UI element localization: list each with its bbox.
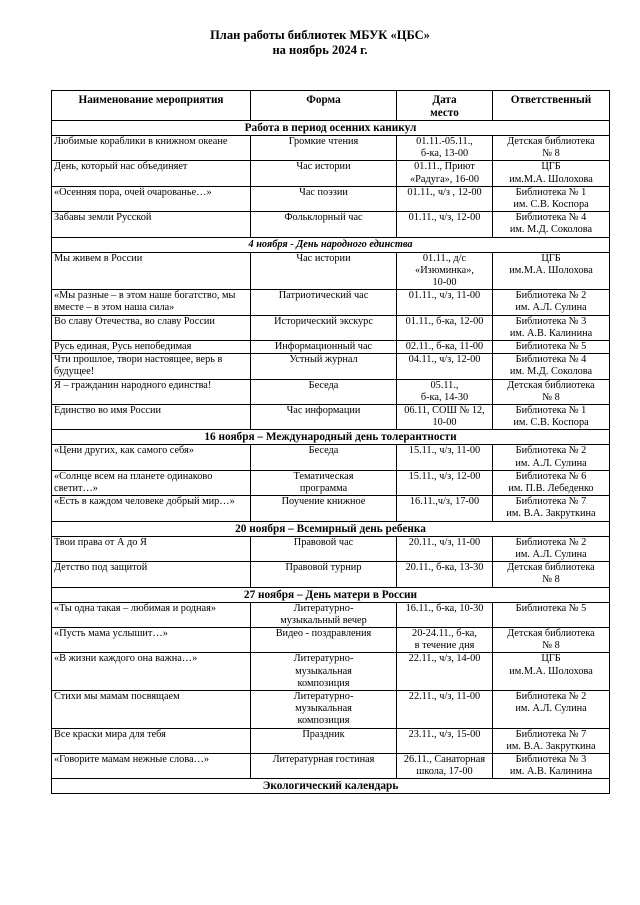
event-name-cell: Мы живем в России: [52, 252, 251, 290]
event-date-place-cell: 01.11., б-ка, 12-00: [397, 315, 493, 340]
section-title: Экологический календарь: [52, 779, 610, 794]
table-row: [52, 562, 610, 587]
event-form-cell: Беседа: [251, 445, 397, 470]
event-responsible-cell: Библиотека № 5: [493, 341, 610, 354]
event-form-cell: Час истории: [251, 161, 397, 186]
event-name-cell: «Осенняя пора, очей очарованье…»: [52, 186, 251, 211]
event-form-cell: Час поэзии: [251, 186, 397, 211]
event-form-cell: Час истории: [251, 252, 397, 290]
event-date-place-cell: 01.11., Приют «Радуга», 16-00: [397, 161, 493, 186]
event-form-cell: Видео - поздравления: [251, 627, 397, 652]
section-header-row: [52, 521, 610, 536]
table-row: [52, 496, 610, 521]
table-row: [52, 290, 610, 315]
title-line-1: План работы библиотек МБУК «ЦБС»: [210, 28, 430, 42]
event-form-cell: Тематическая программа: [251, 470, 397, 495]
event-responsible-cell: Библиотека № 4 им. М.Д. Соколова: [493, 354, 610, 379]
table-row: [52, 212, 610, 237]
event-responsible-cell: Библиотека № 1 им. С.В. Коспора: [493, 405, 610, 430]
event-date-place-cell: 22.11., ч/з, 14-00: [397, 653, 493, 691]
event-name-cell: Забавы земли Русской: [52, 212, 251, 237]
event-name-cell: Твои права от А до Я: [52, 536, 251, 561]
header-responsible: Ответственный: [493, 91, 610, 121]
event-date-place-cell: 01.11., ч/з, 11-00: [397, 290, 493, 315]
event-name-cell: «Ты одна такая – любимая и родная»: [52, 602, 251, 627]
header-form: Форма: [251, 91, 397, 121]
event-responsible-cell: Библиотека № 3 им. А.В. Калинина: [493, 315, 610, 340]
event-date-place-cell: 22.11., ч/з, 11-00: [397, 690, 493, 728]
section-title: 27 ноября – День матери в России: [52, 587, 610, 602]
table-row: [52, 470, 610, 495]
event-name-cell: Во славу Отечества, во славу России: [52, 315, 251, 340]
event-date-place-cell: 16.11.,ч/з, 17-00: [397, 496, 493, 521]
event-name-cell: День, который нас объединяет: [52, 161, 251, 186]
document-title: [0, 28, 640, 58]
event-name-cell: Русь единая, Русь непобедимая: [52, 341, 251, 354]
section-title: 4 ноября - День народного единства: [52, 237, 610, 252]
event-responsible-cell: Библиотека № 5: [493, 602, 610, 627]
event-name-cell: «В жизни каждого она важна…»: [52, 653, 251, 691]
event-responsible-cell: Детская библиотека № 8: [493, 562, 610, 587]
event-form-cell: Литературно- музыкальная композиция: [251, 690, 397, 728]
table-row: [52, 728, 610, 753]
table-row: [52, 690, 610, 728]
event-name-cell: Детство под защитой: [52, 562, 251, 587]
section-header-row: [52, 587, 610, 602]
event-responsible-cell: Библиотека № 1 им. С.В. Коспора: [493, 186, 610, 211]
table-row: [52, 186, 610, 211]
event-date-place-cell: 01.11.-05.11., б-ка, 13-00: [397, 136, 493, 161]
table-row: [52, 341, 610, 354]
event-name-cell: Единство во имя России: [52, 405, 251, 430]
event-responsible-cell: Библиотека № 4 им. М.Д. Соколова: [493, 212, 610, 237]
table-row: [52, 405, 610, 430]
table-row: [52, 379, 610, 404]
section-title: Работа в период осенних каникул: [52, 121, 610, 136]
table-row: [52, 354, 610, 379]
table-row: [52, 161, 610, 186]
event-name-cell: «Пусть мама услышит…»: [52, 627, 251, 652]
event-date-place-cell: 01.11., ч/з , 12-00: [397, 186, 493, 211]
header-date-place: Дата место: [397, 91, 493, 121]
table-row: [52, 315, 610, 340]
event-responsible-cell: Библиотека № 3 им. А.В. Калинина: [493, 753, 610, 778]
section-title: 16 ноября – Международный день толерантности: [52, 430, 610, 445]
event-name-cell: «Цени других, как самого себя»: [52, 445, 251, 470]
events-plan-table: [51, 90, 610, 794]
table-header-row: [52, 91, 610, 121]
event-responsible-cell: Библиотека № 2 им. А.Л. Сулина: [493, 536, 610, 561]
event-responsible-cell: Детская библиотека № 8: [493, 379, 610, 404]
section-header-row: [52, 430, 610, 445]
table-row: [52, 627, 610, 652]
event-form-cell: Правовой турнир: [251, 562, 397, 587]
event-responsible-cell: Библиотека № 2 им. А.Л. Сулина: [493, 290, 610, 315]
event-date-place-cell: 26.11., Санаторная школа, 17-00: [397, 753, 493, 778]
event-name-cell: Я – гражданин народного единства!: [52, 379, 251, 404]
event-responsible-cell: ЦГБ им.М.А. Шолохова: [493, 653, 610, 691]
section-header-row: [52, 237, 610, 252]
event-form-cell: Час информации: [251, 405, 397, 430]
event-date-place-cell: 15.11., ч/з, 12-00: [397, 470, 493, 495]
event-form-cell: Патриотический час: [251, 290, 397, 315]
event-name-cell: «Солнце всем на планете одинаково светит…»: [52, 470, 251, 495]
event-responsible-cell: Библиотека № 6 им. П.В. Лебеденко: [493, 470, 610, 495]
event-form-cell: Литературно- музыкальный вечер: [251, 602, 397, 627]
event-date-place-cell: 05.11., б-ка, 14-30: [397, 379, 493, 404]
event-name-cell: Все краски мира для тебя: [52, 728, 251, 753]
table-row: [52, 136, 610, 161]
event-name-cell: «Говорите мамам нежные слова…»: [52, 753, 251, 778]
event-responsible-cell: Библиотека № 7 им. В.А. Закруткина: [493, 728, 610, 753]
table-row: [52, 653, 610, 691]
event-date-place-cell: 01.11., д/с «Изюминка», 10-00: [397, 252, 493, 290]
section-title: 20 ноября – Всемирный день ребенка: [52, 521, 610, 536]
event-date-place-cell: 16.11., б-ка, 10-30: [397, 602, 493, 627]
event-form-cell: Громкие чтения: [251, 136, 397, 161]
event-name-cell: «Есть в каждом человеке добрый мир…»: [52, 496, 251, 521]
event-form-cell: Беседа: [251, 379, 397, 404]
event-date-place-cell: 15.11., ч/з, 11-00: [397, 445, 493, 470]
event-responsible-cell: Библиотека № 2 им. А.Л. Сулина: [493, 445, 610, 470]
event-date-place-cell: 02.11., б-ка, 11-00: [397, 341, 493, 354]
event-date-place-cell: 23.11., ч/з, 15-00: [397, 728, 493, 753]
event-date-place-cell: 20.11., ч/з, 11-00: [397, 536, 493, 561]
table-row: [52, 445, 610, 470]
title-line-2: на ноябрь 2024 г.: [272, 43, 368, 57]
event-date-place-cell: 01.11., ч/з, 12-00: [397, 212, 493, 237]
event-form-cell: Исторический экскурс: [251, 315, 397, 340]
event-date-place-cell: 06.11, СОШ № 12, 10-00: [397, 405, 493, 430]
event-form-cell: Праздник: [251, 728, 397, 753]
event-form-cell: Литературно- музыкальная композиция: [251, 653, 397, 691]
event-responsible-cell: Библиотека № 2 им. А.Л. Сулина: [493, 690, 610, 728]
event-date-place-cell: 20-24.11., б-ка, в течение дня: [397, 627, 493, 652]
event-responsible-cell: ЦГБ им.М.А. Шолохова: [493, 161, 610, 186]
section-header-row: [52, 121, 610, 136]
table-body: [52, 121, 610, 794]
table-row: [52, 252, 610, 290]
event-form-cell: Правовой час: [251, 536, 397, 561]
table-row: [52, 536, 610, 561]
event-form-cell: Устный журнал: [251, 354, 397, 379]
event-responsible-cell: Детская библиотека № 8: [493, 627, 610, 652]
event-form-cell: Информационный час: [251, 341, 397, 354]
event-form-cell: Поучение книжное: [251, 496, 397, 521]
event-date-place-cell: 04.11., ч/з, 12-00: [397, 354, 493, 379]
event-name-cell: «Мы разные – в этом наше богатство, мы вместе – в этом наша сила»: [52, 290, 251, 315]
event-date-place-cell: 20.11., б-ка, 13-30: [397, 562, 493, 587]
event-form-cell: Фольклорный час: [251, 212, 397, 237]
header-event-name: Наименование мероприятия: [52, 91, 251, 121]
event-responsible-cell: ЦГБ им.М.А. Шолохова: [493, 252, 610, 290]
table-row: [52, 753, 610, 778]
event-name-cell: Стихи мы мамам посвящаем: [52, 690, 251, 728]
event-name-cell: Любимые кораблики в книжном океане: [52, 136, 251, 161]
event-responsible-cell: Библиотека № 7 им. В.А. Закруткина: [493, 496, 610, 521]
event-responsible-cell: Детская библиотека № 8: [493, 136, 610, 161]
section-header-row: [52, 779, 610, 794]
event-name-cell: Чти прошлое, твори настоящее, верь в будущее!: [52, 354, 251, 379]
event-form-cell: Литературная гостиная: [251, 753, 397, 778]
table-row: [52, 602, 610, 627]
